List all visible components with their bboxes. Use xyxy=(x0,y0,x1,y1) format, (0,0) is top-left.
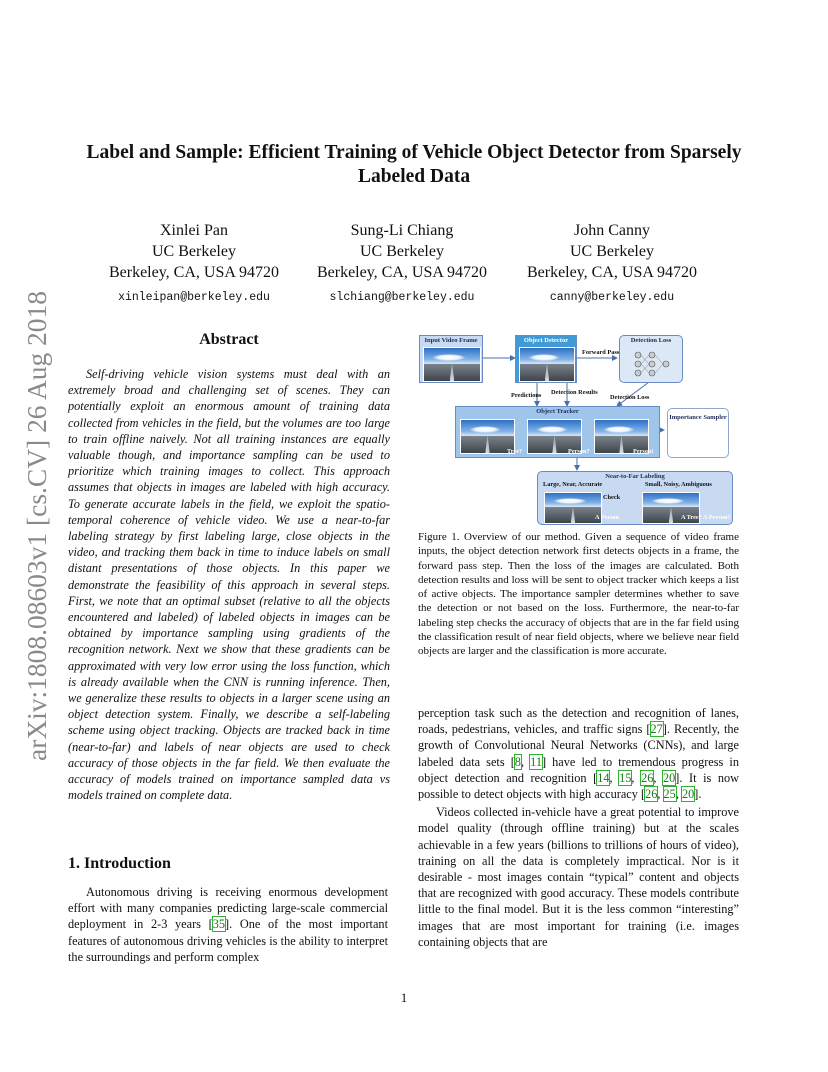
importance-sampler-label: Importance Sampler xyxy=(669,414,727,421)
abstract-body xyxy=(68,366,390,803)
object-tracker-label: Object Tracker xyxy=(536,408,579,415)
detection-loss-arrow-label: Detection Loss xyxy=(610,394,650,401)
body-text: ]. Recently, the growth of Convolutional Neural Networks (CNNs), and large labeled data sets [ xyxy=(418,722,739,769)
object-detector-box xyxy=(515,335,577,383)
tree-or-person-label: A Tree? A Person? xyxy=(681,514,731,521)
author-address: Berkeley, CA, USA 94720 xyxy=(316,264,488,281)
detection-results-label: Detection Results xyxy=(551,389,598,396)
citation-link[interactable]: 20 xyxy=(663,770,676,785)
citation-link[interactable]: 35 xyxy=(212,917,226,932)
author-affiliation: UC Berkeley xyxy=(152,243,236,260)
citation-link[interactable]: 14 xyxy=(597,770,610,785)
citation-link[interactable]: 8 xyxy=(514,754,521,769)
title-line-1: Label and Sample: Efficient Training of Vehicle Object Detector from Sparsely xyxy=(86,142,742,163)
author-block-1 xyxy=(94,220,294,308)
predictions-label: Predictions xyxy=(511,392,542,399)
body-text: perception task such as the detection and recognition of lanes, roads, pedestrians, vehicles, and traffic signs [ xyxy=(418,706,739,737)
author-name: Sung-Li Chiang xyxy=(350,222,454,239)
intro-paragraph xyxy=(68,884,388,965)
input-frame-box xyxy=(419,335,483,383)
importance-sampler-box xyxy=(667,408,729,458)
body-text: , xyxy=(657,787,664,802)
check-label: Check xyxy=(603,494,621,501)
author-affiliation: UC Berkeley xyxy=(360,243,444,260)
small-noisy-label: Small, Noisy, Ambiguous xyxy=(645,481,712,488)
a-person-label: A Person xyxy=(595,514,620,521)
citation-link[interactable]: 20 xyxy=(681,787,695,802)
input-frame-label: Input Video Frame xyxy=(424,337,478,344)
right-paragraph-1 xyxy=(418,705,739,802)
citation-link[interactable]: 11 xyxy=(530,754,542,769)
author-name: Xinlei Pan xyxy=(160,222,228,239)
near-to-far-label: Near-to-Far Labeling xyxy=(605,473,665,480)
body-text: , xyxy=(631,770,642,785)
citation-link[interactable]: 26 xyxy=(641,770,654,785)
object-tracker-box xyxy=(455,406,660,458)
intro-text: Autonomous driving is receiving enormous development effort with many companies predicting large-scale commercial deployment in 2-3 years [ xyxy=(68,885,388,932)
body-text: , xyxy=(675,787,682,802)
neural-net-icon xyxy=(632,349,672,379)
author-address: Berkeley, CA, USA 94720 xyxy=(108,264,280,281)
paper-title xyxy=(60,141,768,189)
arxiv-stamp-text: arXiv:1808.08603v1 [cs.CV] 26 Aug 2018 xyxy=(22,299,52,761)
body-text: , xyxy=(520,754,531,769)
author-block-2 xyxy=(302,220,502,308)
author-email[interactable]: xinleipan@berkeley.edu xyxy=(118,291,270,304)
citation-link[interactable]: 27 xyxy=(650,722,663,737)
road-image xyxy=(423,347,481,382)
detection-loss-box xyxy=(619,335,683,383)
author-address: Berkeley, CA, USA 94720 xyxy=(526,264,698,281)
intro-text: ]. One of the most important features of autonomous driving vehicles is the ability to interpret the surroundings and perform complex xyxy=(68,917,388,964)
body-text: ]. xyxy=(694,787,702,802)
title-line-2: Labeled Data xyxy=(357,166,471,187)
body-text: , xyxy=(609,770,620,785)
object-detector-label: Object Detector xyxy=(523,337,569,344)
section-heading-introduction: 1. Introduction xyxy=(68,855,171,872)
citation-link[interactable]: 15 xyxy=(619,770,632,785)
right-paragraph-2: Videos collected in-vehicle have a great potential to improve model quality (through offline training) but at the scales achievable in a few years (billions to trillions of hours of video), training on all the data is completely impractical. Nor is it desirable - most images contain “typical” content and objects that are recognized with good accuracy. These models contribute little to the final model. But it is the less common “interesting” images that are most important for training (i.e. images containing objects that are xyxy=(418,805,739,949)
page-number: 1 xyxy=(400,990,408,1005)
abstract-text: Self-driving vehicle vision systems must deal with an extremely broad and challenging set of scenes. They can potentially exploit an enormous amount of training data collected from vehicles in the field, but the volumes are too large to train offline naively. Not all training instances are equally valuable though, and importance sampling can be used to prioritize which training images to collect. This approach assumes that objects in images are labeled with high accuracy. To generate accurate labels in the field, we exploit the spatio-temporal coherence of vehicle video. We use a near-to-far labeling strategy by first labeling large, close objects in the video, and tracking them back in time to induce labels on small distant presentations of those objects. In this paper we demonstrate the feasibility of this approach in several steps. First, we note that an optimal subset (relative to all the objects encountered and labeled) of labeled objects in images can be obtained by importance sampling using gradients of the recognition network. Next we show that these gradients can be approximated with very low error using the loss function, which is already available when the CNN is running inference. Then, we generalize these results to objects in a larger scene using an object detection system. Finally, we describe a self-labeling scheme using object tracking. Objects are tracked back in time (near-to-far) and labels of near objects are used to check accuracy of those objects in the far field. We then evaluate the accuracy of models trained on importance sampled data vs models trained on complete data. xyxy=(68,367,390,803)
author-affiliation: UC Berkeley xyxy=(570,243,654,260)
author-name: John Canny xyxy=(574,222,650,239)
citation-link[interactable]: 26 xyxy=(645,787,658,802)
body-text: ]. It is now possible to detect objects with high accuracy [ xyxy=(418,770,740,802)
road-image xyxy=(544,492,602,524)
body-text: ] have led to tremendous progress in object detection and recognition [ xyxy=(418,754,739,785)
tree-question-label: Tree? xyxy=(507,448,523,455)
forward-pass-label: Forward Pass xyxy=(582,349,620,356)
author-email[interactable]: canny@berkeley.edu xyxy=(549,291,675,304)
right-column-body xyxy=(418,705,739,950)
body-text: , xyxy=(653,770,663,785)
author-email[interactable]: slchiang@berkeley.edu xyxy=(329,291,475,304)
abstract-heading: Abstract xyxy=(199,331,259,348)
road-image xyxy=(519,347,575,382)
introduction-body xyxy=(68,884,388,965)
citation-link[interactable]: 25 xyxy=(663,787,676,802)
person-exclaim-label: Person! xyxy=(633,448,654,455)
figure-1-diagram xyxy=(417,330,742,526)
person-question-label: Person? xyxy=(568,448,590,455)
figure-1-caption: Figure 1. Overview of our method. Given a sequence of video frame inputs, the object detection network first detects objects in a frame, the forward pass step. Then the loss of the images are calculated. Both detection results and loss will be sent to object tracker which keeps a list of active objects. The importance sampler determines whether to save the detection or not based on the loss. Furthermore, the near-to-far labeling step checks the accuracy of objects that are in the far field using the classification result of near field objects, where we believe near field objects are larger and the classification is more accurate. xyxy=(418,531,739,658)
large-near-label: Large, Near, Accurate xyxy=(543,481,603,488)
detection-loss-label: Detection Loss xyxy=(630,337,672,344)
author-block-3 xyxy=(512,220,712,308)
arxiv-stamp xyxy=(12,285,56,765)
